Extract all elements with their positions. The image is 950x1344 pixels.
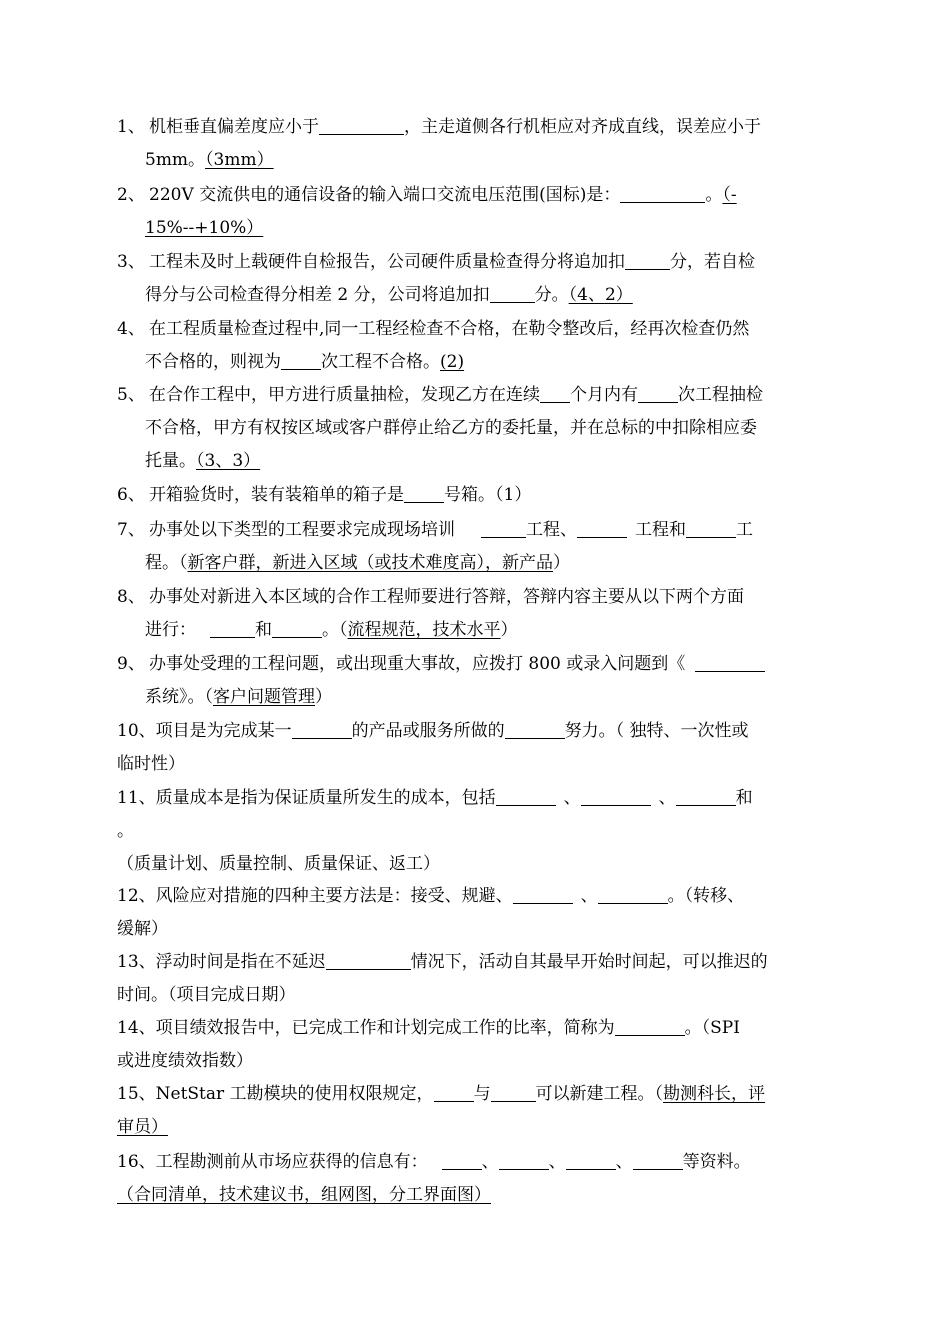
question-number: 2、 [117,185,145,205]
question-1: 1、 机柜垂直偏差度应小于 ，主走道侧各行机柜应对齐成直线，误差应小于 5mm。（3mm） [117,111,837,177]
question-5: 5、 在合作工程中，甲方进行质量抽检，发现乙方在连续 个月内有 次工程抽检 不合格，甲方有权按区域或客户群停止给乙方的委托量，并在总标的中扣除相应委 托量。（3、3） [117,379,837,478]
question-15: 15、NetStar 工勘模块的使用权限规定， 与 可以新建工程。（勘测科长，评 审员） [117,1078,837,1144]
question-number: 6、 [117,485,145,505]
question-2: 2、 220V 交流供电的通信设备的输入端口交流电压范围(国标)是： 。（- 15%--+10%） [117,179,837,245]
answer-text: 审员） [117,1117,168,1137]
answer-blank [481,519,526,538]
answer-text: 新客户群，新进入区域（或技术难度高），新产品 [187,553,553,573]
answer-blank [326,951,411,970]
answer-blank [442,1151,482,1170]
answer-blank [625,251,670,270]
answer-blank [496,787,556,806]
answer-blank [491,1083,536,1102]
question-3: 3、 工程未及时上载硬件自检报告，公司硬件质量检查得分将追加扣 分，若自检 得分与公司检查得分相差 2 分，公司将追加扣 分。（4、2） [117,246,837,312]
answer-blank [499,1151,549,1170]
question-14: 14、项目绩效报告中，已完成工作和计划完成工作的比率，简称为 。（SPI 或进度绩效指数） [117,1012,837,1078]
question-number: 14、 [117,1018,156,1038]
question-number: 5、 [117,385,145,405]
answer-blank [292,720,352,739]
answer-blank [598,885,668,904]
answer-text: 15%--+10%） [145,218,264,238]
answer-text: (2) [440,352,465,372]
answer-text: （- [722,185,737,205]
answer-text: 客户问题管理 [213,687,315,707]
answer-blank [566,1151,616,1170]
answer-text: （3mm） [205,150,274,170]
answer-blank [615,1017,685,1036]
question-number: 3、 [117,252,145,272]
question-number: 7、 [117,520,145,540]
answer-blank [319,116,404,135]
answer-blank [633,1151,683,1170]
answer-text: （4、2） [568,285,633,305]
question-10: 10、项目是为完成某一 的产品或服务所做的 努力。（ 独特、一次性或 临时性） [117,715,837,781]
question-7: 7、 办事处以下类型的工程要求完成现场培训 工程、 工程和 工 程。（新客户群，新进入区域（或技术难度高），新产品） [117,514,837,580]
answer-text: 流程规范，技术水平 [347,620,501,640]
answer-blank [581,787,651,806]
answer-blank [695,653,765,672]
answer-blank [620,184,705,203]
answer-blank [676,787,736,806]
answer-blank [490,284,535,303]
question-number: 4、 [117,319,145,339]
question-9: 9、 办事处受理的工程问题，或出现重大事故，应拨打 800 或录入问题到《 系统》。（客户问题管理） [117,648,837,714]
answer-blank [577,519,627,538]
question-number: 8、 [117,587,145,607]
question-number: 13、 [117,952,156,972]
answer-text: （合同清单，技术建议书，组网图，分工界面图） [117,1185,491,1205]
question-number: 15、 [117,1084,156,1104]
question-13: 13、浮动时间是指在不延迟 情况下，活动自其最早开始时间起，可以推迟的 时间。（项目完成日期） [117,946,837,1012]
question-8: 8、 办事处对新进入本区域的合作工程师要进行答辩，答辩内容主要从以下两个方面 进行： 和 。（流程规范，技术水平） [117,581,837,647]
answer-blank [540,384,570,403]
question-16: 16、工程勘测前从市场应获得的信息有： 、 、 、 等资料。 （合同清单，技术建议书，组网图，分工界面图） [117,1146,837,1212]
answer-blank [281,351,321,370]
answer-text: （质量计划、质量控制、质量保证、返工） [117,854,440,874]
answer-text: （3、3） [196,451,261,471]
answer-blank [638,384,678,403]
question-number: 9、 [117,654,145,674]
question-4: 4、 在工程质量检查过程中,同一工程经检查不合格，在勒令整改后，经再次检查仍然 不合格的，则视为 次工程不合格。(2) [117,313,837,379]
question-6: 6、 开箱验货时，装有装箱单的箱子是 号箱。（1） [117,479,837,512]
question-number: 11、 [117,788,156,808]
question-11: 11、质量成本是指为保证质量所发生的成本，包括 、 、 和 。 （质量计划、质量控制、质量保证、返工） [117,782,837,881]
answer-blank [513,885,573,904]
answer-blank [434,1083,474,1102]
question-number: 12、 [117,886,156,906]
answer-blank [404,484,444,503]
answer-text: 勘测科长，评 [663,1084,766,1104]
question-number: 10、 [117,721,156,741]
answer-blank [686,519,736,538]
question-number: 1、 [117,117,145,137]
question-number: 16、 [117,1152,156,1172]
answer-blank [272,619,322,638]
answer-blank [210,619,255,638]
question-12: 12、风险应对措施的四种主要方法是：接受、规避、 、 。（转移、 缓解） [117,880,837,946]
answer-blank [505,720,565,739]
